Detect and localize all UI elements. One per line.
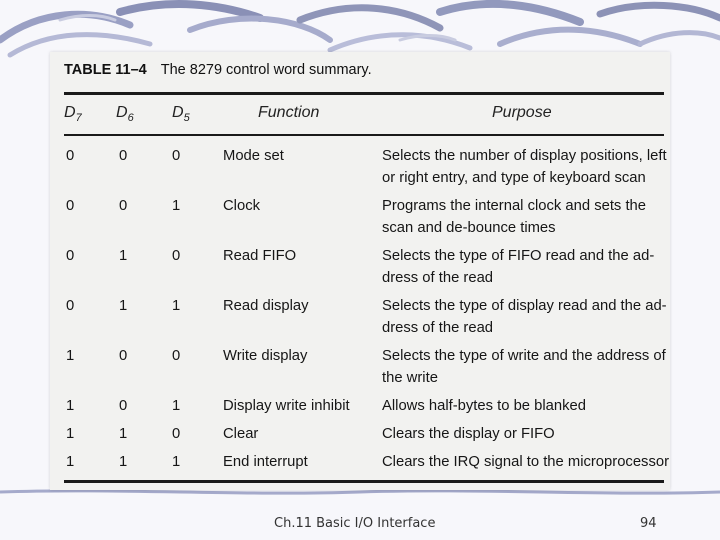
table-heading [64,62,372,78]
cell-purpose-line: dress of the read [382,270,494,286]
table-title: The 8279 control word summary. [160,62,372,78]
cell-purpose-line: or right entry, and type of keyboard scan [382,170,646,186]
cell-function: End interrupt [223,454,308,470]
cell-function: Read display [223,298,309,314]
cell-d7: 0 [66,148,75,164]
cell-d7: 0 [66,248,75,264]
cell-d7: 0 [66,298,75,314]
cell-d5: 1 [172,398,181,414]
cell-d5: 1 [172,454,181,470]
cell-purpose-line: Clears the display or FIFO [382,426,555,442]
cell-d7: 1 [66,454,75,470]
table-number: TABLE 11–4 [64,62,147,78]
cell-d6: 1 [119,298,128,314]
header-d6: $D_6$ [116,104,134,125]
footer-page-number: 94 [640,516,657,531]
cell-d5: 1 [172,198,181,214]
table-header-rule [64,134,664,136]
cell-d6: 0 [119,398,128,414]
cell-purpose-line: scan and de-bounce times [382,220,556,236]
cell-d7: 1 [66,398,75,414]
cell-d6: 1 [119,454,128,470]
cell-purpose-line: Selects the type of write and the address of [382,348,666,364]
cell-d7: 1 [66,426,75,442]
decorative-swoosh-header [0,0,720,58]
cell-purpose-line: Programs the internal clock and sets the [382,198,647,214]
cell-purpose-line: Selects the number of display positions, left [382,148,667,164]
cell-purpose-line: the write [382,370,438,386]
cell-purpose-line: dress of the read [382,320,494,336]
header-d7: $D_7$ [64,104,82,125]
cell-d7: 1 [66,348,75,364]
table-top-rule [64,92,664,95]
cell-function: Write display [223,348,308,364]
cell-d5: 0 [172,426,181,442]
cell-function: Clear [223,426,259,442]
footer-chapter: Ch.11 Basic I/O Interface [274,516,436,531]
cell-d5: 1 [172,298,181,314]
table-bottom-rule [64,480,664,483]
cell-function: Clock [223,198,260,214]
header-d5: $D_5$ [172,104,190,125]
cell-purpose-line: Clears the IRQ signal to the microprocessor [382,454,670,470]
cell-d6: 1 [119,248,128,264]
cell-function: Read FIFO [223,248,297,264]
cell-function: Display write inhibit [223,398,350,414]
cell-d6: 0 [119,198,128,214]
header-purpose: Purpose [492,104,552,121]
cell-d6: 0 [119,348,128,364]
cell-purpose-line: Selects the type of FIFO read and the ad- [382,248,655,264]
cell-d5: 0 [172,348,181,364]
cell-d6: 0 [119,148,128,164]
cell-d5: 0 [172,148,181,164]
header-function: Function [258,104,320,121]
cell-purpose-line: Selects the type of display read and the ad- [382,298,667,314]
cell-function: Mode set [223,148,284,164]
cell-d6: 1 [119,426,128,442]
table-scan [50,52,670,490]
cell-d5: 0 [172,248,181,264]
cell-d7: 0 [66,198,75,214]
cell-purpose-line: Allows half-bytes to be blanked [382,398,586,414]
